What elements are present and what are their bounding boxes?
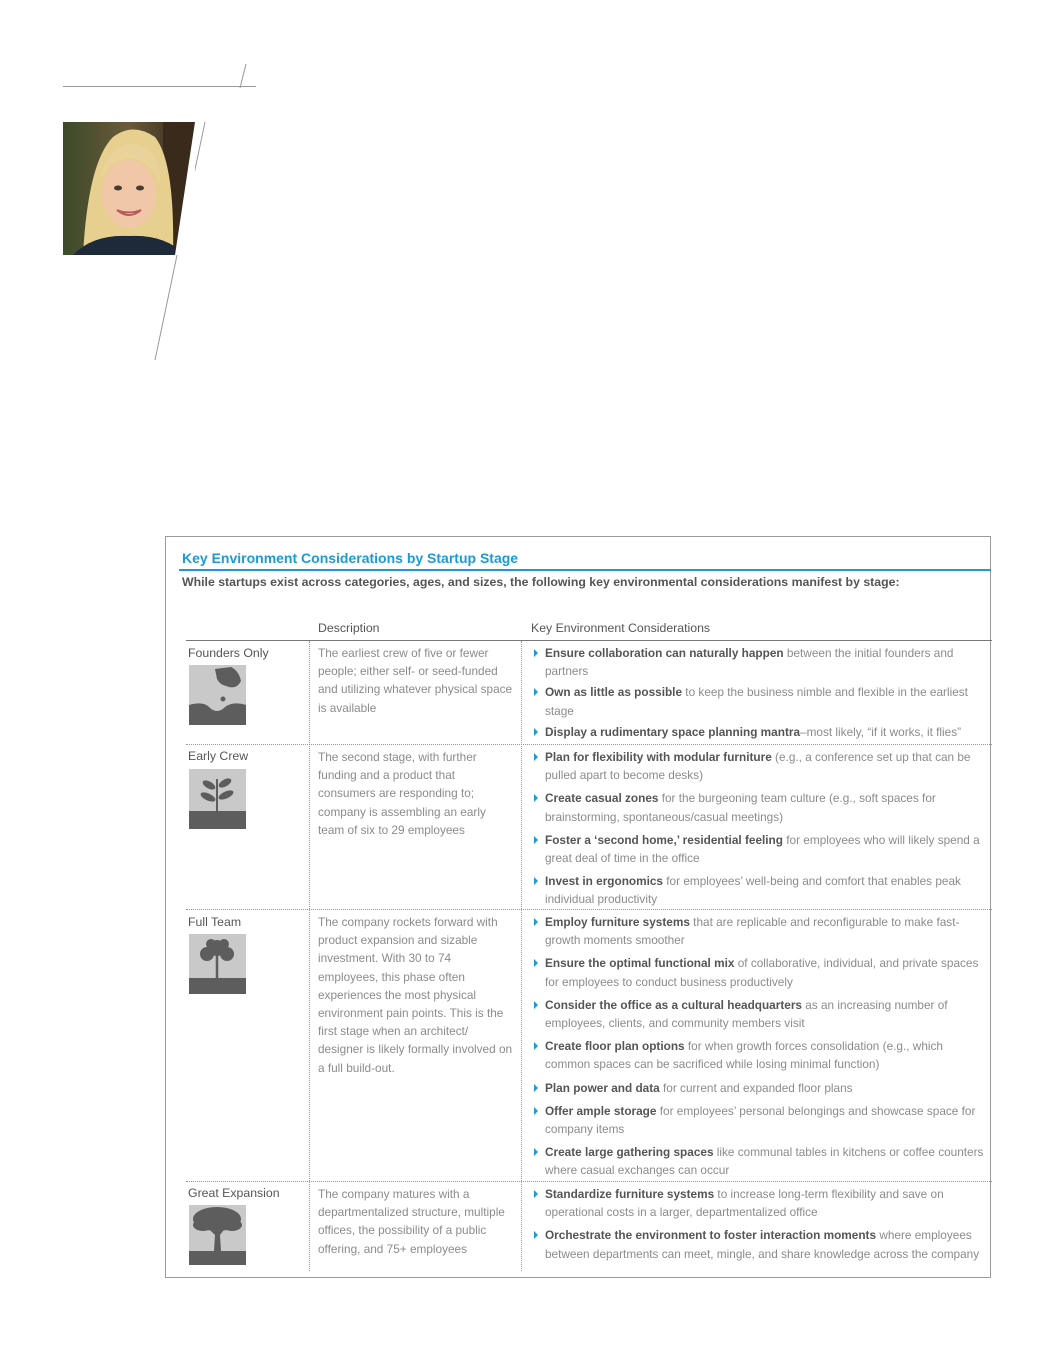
row-divider bbox=[186, 1181, 992, 1182]
bullet-triangle-icon bbox=[534, 753, 538, 761]
stage-name: Great Expansion bbox=[188, 1186, 280, 1200]
list-item-text: where employees between departments can meet, mingle, and share knowledge across the company bbox=[545, 1228, 980, 1261]
startup-stage-table-panel bbox=[165, 536, 991, 1278]
considerations-list bbox=[533, 913, 985, 1180]
list-item-bold: Own as little as possible bbox=[545, 685, 683, 700]
list-item bbox=[533, 1226, 985, 1262]
stage-description: The company rockets forward with product expansion and sizable investment. With 30 to 74 employees, this phase often experiences the most physical environment pain points. This is the first stage when an architect/ designer is likely formally involved on a full build-out. bbox=[318, 915, 513, 1075]
list-item bbox=[533, 748, 985, 784]
stage-name: Full Team bbox=[188, 915, 242, 929]
list-item-bold: Employ furniture systems bbox=[545, 915, 690, 929]
bullet-triangle-icon bbox=[534, 959, 538, 967]
list-item-bold: Plan for flexibility with modular furniture bbox=[545, 750, 772, 764]
list-item-text: of collaborative, individual, and private spaces for employees to conduct business productively bbox=[545, 956, 979, 989]
author-portrait bbox=[63, 122, 195, 255]
list-item-text: as an increasing number of employees, clients, and community members visit bbox=[545, 997, 948, 1031]
title-rule bbox=[179, 569, 991, 571]
list-item-bold: Invest in ergonomics bbox=[545, 874, 663, 889]
list-item-text: for employees’ personal belongings and showcase space for company items bbox=[545, 1103, 976, 1137]
bullet-triangle-icon bbox=[534, 1190, 538, 1198]
list-item bbox=[533, 723, 985, 741]
list-item-text: to increase long-term flexibility and save on operational costs in a larger, departmentalized office bbox=[545, 1187, 944, 1220]
list-item-bold: Foster a ‘second home,’ residential feeling bbox=[545, 832, 783, 847]
list-item bbox=[533, 683, 985, 719]
list-item-text: for when growth forces consolidation (e.g., which common spaces can be sacrificed while losing minimal function) bbox=[545, 1039, 943, 1072]
list-item-text: that are replicable and reconfigurable to make fast-growth moments smoother bbox=[545, 915, 960, 948]
panel-title: Key Environment Considerations by Startup Stage bbox=[182, 550, 519, 566]
bullet-triangle-icon bbox=[534, 688, 538, 696]
mature-tree-icon bbox=[189, 1205, 246, 1265]
list-item-bold: Offer ample storage bbox=[545, 1103, 657, 1118]
bullet-triangle-icon bbox=[534, 877, 538, 885]
bullet-triangle-icon bbox=[534, 836, 538, 844]
bullet-triangle-icon bbox=[534, 1001, 538, 1009]
bullet-triangle-icon bbox=[534, 1231, 538, 1239]
young-tree-icon bbox=[189, 934, 246, 994]
column-header-considerations: Key Environment Considerations bbox=[531, 621, 711, 635]
list-item-text: (e.g., a conference set up that can be pulled apart to become desks) bbox=[545, 750, 971, 783]
list-item bbox=[533, 913, 985, 949]
column-header-description: Description bbox=[318, 621, 380, 635]
list-item-bold: Orchestrate the environment to foster interaction moments bbox=[545, 1228, 877, 1243]
stage-description: The second stage, with further funding and a product that consumers are responding to; company is assembling an early team of six to 29 employees bbox=[318, 750, 486, 837]
sprout-icon bbox=[189, 769, 246, 829]
bullet-triangle-icon bbox=[534, 794, 538, 802]
column-divider bbox=[309, 641, 310, 1271]
bullet-triangle-icon bbox=[534, 728, 538, 736]
bullet-triangle-icon bbox=[534, 1107, 538, 1115]
hand-planting-seed-icon bbox=[189, 665, 246, 725]
stage-description: The earliest crew of five or fewer people; either self- or seed-funded and utilizing whatever physical space is available bbox=[318, 646, 513, 715]
considerations-list bbox=[533, 1185, 985, 1263]
list-item-bold: Plan power and data bbox=[545, 1080, 660, 1095]
list-item-text: –most likely, “if it works, it flies” bbox=[800, 724, 962, 739]
list-item-bold: Create floor plan options bbox=[545, 1039, 685, 1054]
list-item-bold: Create large gathering spaces bbox=[545, 1145, 714, 1160]
list-item-text: for employees’ well-being and comfort that enables peak individual productivity bbox=[545, 874, 961, 907]
list-item-bold: Standardize furniture systems bbox=[545, 1187, 715, 1201]
panel-intro: While startups exist across categories, ages, and sizes, the following key environmental considerations manifest by stage: bbox=[182, 575, 900, 589]
list-item bbox=[533, 831, 985, 867]
list-item-text: to keep the business nimble and flexible in the earliest stage bbox=[545, 685, 968, 718]
list-item-text: for employees who will likely spend a great deal of time in the office bbox=[545, 832, 980, 866]
list-item-text: for the burgeoning team culture (e.g., soft spaces for brainstorming, spontaneous/casual meetings) bbox=[545, 791, 936, 824]
considerations-list bbox=[533, 748, 985, 909]
stage-name: Early Crew bbox=[188, 749, 249, 763]
bullet-triangle-icon bbox=[534, 1042, 538, 1050]
bullet-triangle-icon bbox=[534, 649, 538, 657]
list-item-bold: Create casual zones bbox=[545, 791, 659, 806]
list-item-bold: Ensure the optimal functional mix bbox=[545, 956, 735, 971]
list-item-bold: Consider the office as a cultural headquarters bbox=[545, 997, 802, 1012]
list-item bbox=[533, 1037, 985, 1073]
list-item-text: between the initial founders and partners bbox=[545, 646, 954, 679]
list-item bbox=[533, 1079, 985, 1097]
list-item bbox=[533, 996, 985, 1032]
header-rule bbox=[186, 640, 992, 641]
list-item bbox=[533, 954, 985, 990]
stage-description: The company matures with a departmentalized structure, multiple offices, the possibility of a public offering, and 75+ employees bbox=[318, 1187, 505, 1256]
list-item-text: for current and expanded floor plans bbox=[659, 1080, 853, 1095]
list-item-bold: Display a rudimentary space planning mantra bbox=[545, 724, 801, 739]
list-item bbox=[533, 789, 985, 825]
list-item-bold: Ensure collaboration can naturally happen bbox=[545, 646, 784, 660]
bullet-triangle-icon bbox=[534, 918, 538, 926]
column-divider bbox=[521, 641, 522, 1271]
row-divider bbox=[186, 744, 992, 745]
considerations-list bbox=[533, 644, 985, 741]
list-item bbox=[533, 1185, 985, 1221]
list-item bbox=[533, 1102, 985, 1138]
list-item bbox=[533, 872, 985, 908]
stage-name: Founders Only bbox=[188, 646, 269, 660]
list-item bbox=[533, 644, 985, 680]
bullet-triangle-icon bbox=[534, 1084, 538, 1092]
list-item-text: like communal tables in kitchens or coffee counters where casual exchanges can occur bbox=[545, 1145, 984, 1178]
bullet-triangle-icon bbox=[534, 1148, 538, 1156]
list-item bbox=[533, 1143, 985, 1179]
header-rule bbox=[63, 86, 256, 87]
row-divider bbox=[186, 909, 992, 910]
